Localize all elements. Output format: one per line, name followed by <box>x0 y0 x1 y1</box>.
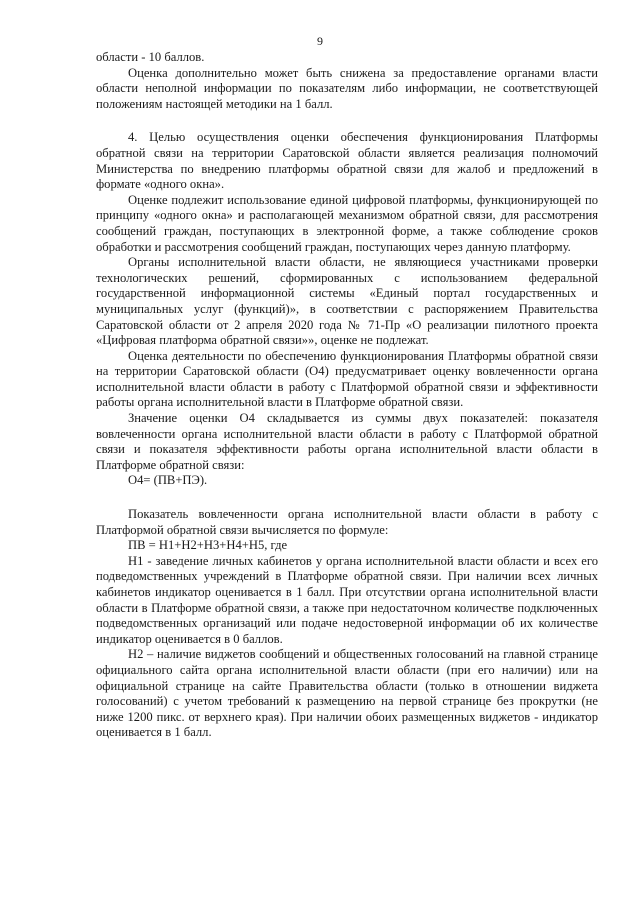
formula-pv: ПВ = Н1+Н2+Н3+Н4+Н5, где <box>128 538 288 553</box>
paragraph-4: Оценке подлежит использование единой цифровой платформы, функционирующей по принципу «одного окна» и располагающей механизмом обратной связи, для рассмотрения сообщений граждан, поступающих в электронной форме, а также соблюдение сроков обработки и рассмотрения сообщений граждан, поступающих через данную платформу. <box>96 192 598 254</box>
paragraph-12: Н2 – наличие виджетов сообщений и общественных голосований на главной странице официального сайта органа исполнительной власти области (при его наличии) или на официальной странице на сайте Правительства области (только в отношении виджета голосований) с учетом требований к размещению на первой странице без прокрутки (не ниже 1200 пикс. от верхнего края). При наличии обоих размещенных виджетов - индикатор оценивается в 1 балл. <box>96 647 598 740</box>
spacer <box>96 112 598 130</box>
paragraph-9: Показатель вовлеченности органа исполнительной власти области в работу с Платформой обратной связи вычисляется по формуле: <box>96 507 598 537</box>
paragraph-6: Оценка деятельности по обеспечению функционирования Платформы обратной связи на территории Саратовской области (О4) предусматривает оценку вовлеченности органа исполнительной власти области в работу с Платформой обратной связи и эффективности работы органа исполнительной власти в Платформе обратной связи. <box>96 348 598 410</box>
paragraph-7: Значение оценки О4 складывается из суммы двух показателей: показателя вовлеченности органа исполнительной власти области в работу с Платформой обратной связи и показателя эффективности работы органа исполнительной власти области в Платформе обратной связи: <box>96 411 598 472</box>
page-number: 9 <box>317 34 323 48</box>
paragraph-11: Н1 - заведение личных кабинетов у органа исполнительной власти области и всех его подведомственных учреждений в Платформе обратной связи. При наличии всех личных кабинетов индикатор оценивается в 1 балл. При отсутствии органа исполнительной власти области в Платформе обратной связи, а также при недостаточном количестве подключенных подведомственных организаций или подаче недостоверной информации об их количестве индикатор оценивается в 0 баллов. <box>96 553 598 646</box>
paragraph-2: Оценка дополнительно может быть снижена за предоставление органами власти области неполной информации по показателям либо информации, не соответствующей положениям настоящей методики на 1 балл. <box>96 65 598 111</box>
paragraph-3: 4. Целью осуществления оценки обеспечения функционирования Платформы обратной связи на территории Саратовской области является реализация полномочий Министерства по внедрению платформы обратной связи для жалоб и предложений в формате «одного окна». <box>96 130 598 192</box>
formula-o4: О4= (ПВ+ПЭ). <box>128 473 208 488</box>
spacer <box>96 489 598 507</box>
paragraph-5: Органы исполнительной власти области, не являющиеся участниками проверки технологических решений, сформированных с использованием федеральной государственной информационной системы «Единый портал государственных и муниципальных услуг (функций)», в соответствии с распоряжением Правительства Саратовской области от 2 апреля 2020 года № 71-Пр «О реализации пилотного проекта «Цифровая платформа обратной связи»», оценке не подлежат. <box>96 255 598 348</box>
document-body <box>96 50 598 741</box>
paragraph-1: области - 10 баллов. <box>96 50 205 64</box>
